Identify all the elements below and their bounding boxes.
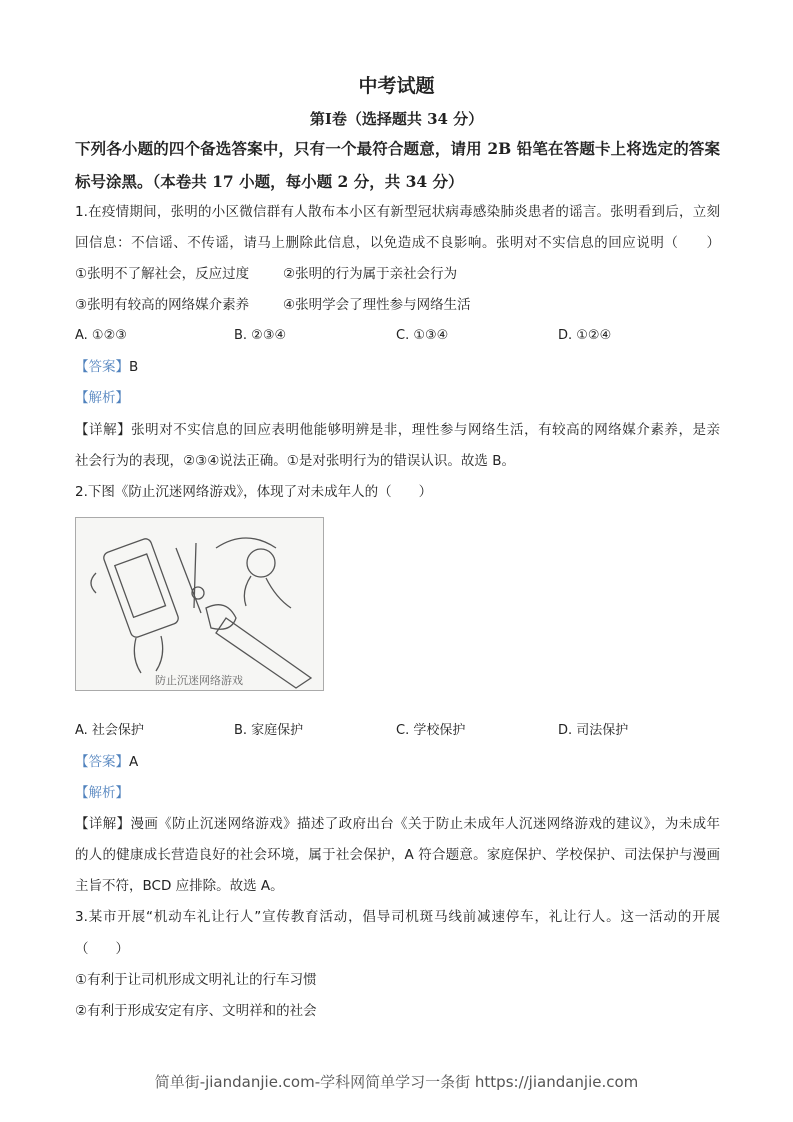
answer-value: A bbox=[129, 754, 139, 770]
q2-detail-line-3: 主旨不符，BCD 应排除。故选 A。 bbox=[75, 878, 284, 894]
q1-option-c: C. ①③④ bbox=[396, 328, 449, 343]
detail-text: 漫画《防止沉迷网络游戏》描述了政府出台《关于防止未成年人沉迷网络游戏的建议》，为未成年 bbox=[130, 816, 720, 832]
cartoon-drawing bbox=[76, 518, 323, 690]
q2-stem: 2.下图《防止沉迷网络游戏》，体现了对未成年人的（ ） bbox=[75, 484, 433, 500]
answer-tag: 【答案】 bbox=[75, 754, 129, 770]
q1-analysis-tag: 【解析】 bbox=[75, 390, 129, 406]
q1-answer bbox=[75, 358, 138, 376]
footer-watermark: 简单街-jiandanjie.com-学科网简单学习一条街 https://jiandanjie.com bbox=[154, 1073, 639, 1091]
q2-option-c: C. 学校保护 bbox=[396, 723, 466, 738]
q1-option-d: D. ①②④ bbox=[558, 328, 612, 343]
detail-tag: 【详解】 bbox=[75, 816, 131, 832]
q3-statement-2: ②有利于形成安定有序、文明祥和的社会 bbox=[75, 1003, 317, 1019]
q1-statement-1: ①张明不了解社会，反应过度 bbox=[75, 266, 250, 282]
q2-detail-line-1 bbox=[75, 815, 720, 833]
q2-analysis-tag: 【解析】 bbox=[75, 785, 129, 801]
figure-caption: 防止沉迷网络游戏 bbox=[155, 674, 243, 687]
answer-value: B bbox=[129, 359, 139, 375]
q2-option-b: B. 家庭保护 bbox=[234, 723, 304, 738]
q1-stem-line-1: 1.在疫情期间，张明的小区微信群有人散布本小区有新型冠状病毒感染肺炎患者的谣言。张明看到后，立刻 bbox=[75, 204, 720, 220]
answer-tag: 【答案】 bbox=[75, 359, 129, 375]
q2-answer bbox=[75, 753, 138, 771]
page-title: 中考试题 bbox=[358, 75, 435, 97]
q3-stem-line-1: 3.某市开展“机动车礼让行人”宣传教育活动，倡导司机斑马线前减速停车，礼让行人。这一活动的开展 bbox=[75, 909, 720, 925]
q1-option-b: B. ②③④ bbox=[234, 328, 287, 343]
q2-option-a: A. 社会保护 bbox=[75, 723, 144, 738]
detail-text: 张明对不实信息的回应表明他能够明辨是非，理性参与网络生活，有较高的网络媒介素养，是亲 bbox=[131, 422, 721, 438]
instructions-line-1: 下列各小题的四个备选答案中，只有一个最符合题意，请用 2B 铅笔在答题卡上将选定的答案 bbox=[75, 139, 720, 158]
cartoon-image bbox=[75, 517, 324, 691]
q1-detail-line-2: 社会行为的表现，②③④说法正确。①是对张明行为的错误认识。故选 B。 bbox=[75, 453, 515, 469]
detail-tag: 【详解】 bbox=[75, 422, 132, 438]
q1-stem-line-2: 回信息：不信谣、不传谣，请马上删除此信息，以免造成不良影响。张明对不实信息的回应说明（ ） bbox=[75, 235, 720, 251]
q3-statement-1: ①有利于让司机形成文明礼让的行车习惯 bbox=[75, 972, 317, 988]
q1-statement-4: ④张明学会了理性参与网络生活 bbox=[283, 297, 471, 313]
instructions-line-2: 标号涂黑。（本卷共 17 小题，每小题 2 分，共 34 分） bbox=[75, 172, 464, 191]
q3-stem-line-2: （ ） bbox=[75, 941, 129, 957]
q1-statement-3: ③张明有较高的网络媒介素养 bbox=[75, 297, 250, 313]
q1-option-a: A. ①②③ bbox=[75, 328, 127, 343]
q2-option-d: D. 司法保护 bbox=[558, 723, 629, 738]
q1-detail-line-1 bbox=[75, 421, 720, 439]
section-title: 第Ⅰ卷（选择题共 34 分） bbox=[309, 110, 484, 128]
q2-detail-line-2: 的人的健康成长营造良好的社会环境，属于社会保护，A 符合题意。家庭保护、学校保护、司法保护与漫画 bbox=[75, 847, 720, 863]
q1-statement-2: ②张明的行为属于亲社会行为 bbox=[283, 266, 458, 282]
